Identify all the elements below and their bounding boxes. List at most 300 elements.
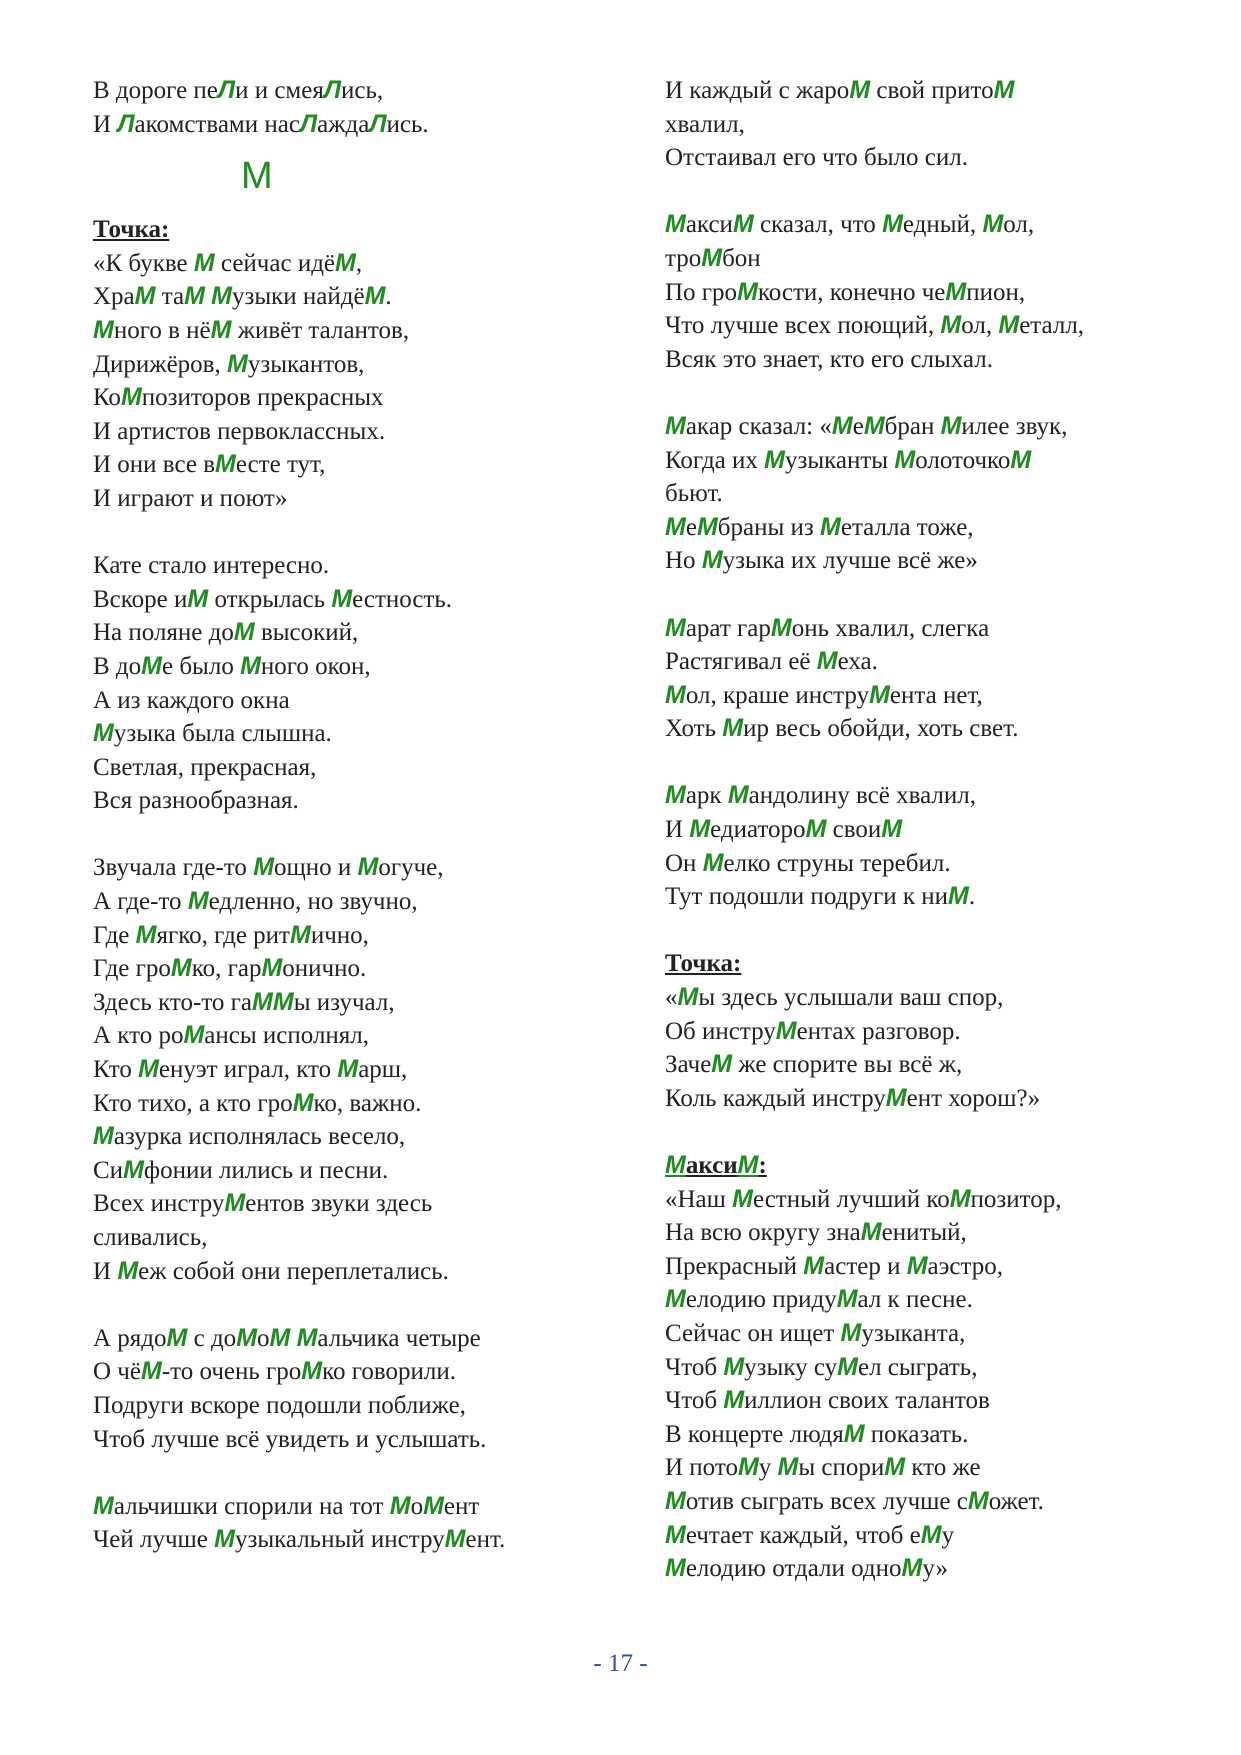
poem-line (93, 684, 593, 718)
line-text: ко говорили. (322, 1358, 456, 1386)
line-text: акси (685, 211, 733, 239)
highlighted-letter: М (389, 1491, 411, 1520)
poem-line (665, 309, 1225, 343)
stanza-gap (93, 818, 593, 852)
highlighted-letter: М (764, 445, 785, 474)
line-text: узыканта, (861, 1319, 966, 1347)
line-text: ощно и (274, 854, 358, 882)
highlighted-letter: М (775, 1016, 797, 1045)
poem-line (665, 1250, 1225, 1284)
line-text: ажда (317, 110, 370, 138)
line-text: едный, (902, 211, 983, 239)
poem-line (93, 74, 593, 108)
line-text: е (852, 412, 864, 440)
highlighted-letter: М (261, 954, 283, 983)
line-text: Чтоб (665, 1353, 724, 1381)
poem-line (93, 751, 593, 785)
poem-line (665, 1451, 1225, 1485)
highlighted-letter: М (665, 1520, 686, 1549)
poem-line (93, 919, 593, 953)
line-text: бран (884, 412, 941, 440)
poem-line (93, 549, 593, 583)
line-text: открылась (208, 585, 332, 613)
poem-line (93, 784, 593, 818)
poem-line (93, 415, 593, 449)
highlighted-letter: Л (369, 109, 387, 138)
line-text: арк (685, 782, 728, 810)
line-text: едленно, но звучно, (208, 888, 418, 916)
speaker-label (665, 947, 1225, 981)
line-text: Когда их (665, 446, 765, 474)
poem-line (93, 1423, 593, 1457)
highlighted-letter: М (665, 680, 686, 709)
poem-line (665, 981, 1225, 1015)
poem-line (665, 444, 1225, 478)
highlighted-letter: М (948, 882, 969, 911)
poem-line (665, 880, 1225, 914)
line-text: Вскоре и (93, 585, 188, 613)
highlighted-letter: М (882, 210, 903, 239)
poem-line (93, 1322, 593, 1356)
line-text: Всяк это знает, кто его слыхал. (665, 345, 993, 373)
poem-line (93, 280, 593, 314)
line-text: альчишки спорили на тот (113, 1492, 390, 1520)
highlighted-letter: М (170, 954, 192, 983)
poem-line (665, 343, 1225, 377)
poem-line (93, 616, 593, 650)
highlighted-letter: М (701, 546, 723, 575)
line-text: сказал, что (753, 211, 883, 239)
poem-line (93, 1087, 593, 1121)
poem-line (665, 1216, 1225, 1250)
highlighted-letter: М (665, 1554, 686, 1583)
highlighted-letter: М (737, 277, 758, 306)
line-text: высокий, (254, 619, 359, 647)
poem-line (93, 1355, 593, 1389)
line-text: Растягивал её (665, 648, 817, 676)
poem-line (93, 1154, 593, 1188)
highlighted-letter: М (770, 613, 792, 642)
line-text: Подруги вскоре подошли поближе, (93, 1391, 466, 1419)
line-text: В дороге пе (93, 77, 218, 104)
highlighted-letter: М (224, 1189, 246, 1218)
poem-line (665, 74, 1225, 108)
highlighted-letter: М (840, 1318, 862, 1347)
highlighted-letter: М (849, 76, 871, 104)
highlighted-letter: М (253, 853, 275, 882)
highlighted-letter: М (881, 815, 903, 844)
speaker-label (665, 1149, 1225, 1183)
line-text: Здесь кто-то га (93, 988, 253, 1016)
line-text: ично, (310, 921, 369, 949)
line-text: Где (93, 921, 136, 949)
stanza-gap (665, 578, 1225, 612)
poem-line (93, 247, 593, 281)
page-number: - 17 - (593, 1650, 648, 1677)
highlighted-letter: М (831, 411, 853, 440)
line-text: ного окон, (260, 652, 371, 680)
poem-line (665, 1082, 1225, 1116)
line-text: бон (722, 244, 761, 272)
line-text: онь хвалил, слегка (791, 614, 990, 642)
highlighted-letter: М (214, 1525, 235, 1554)
highlighted-letter: М (665, 512, 686, 541)
highlighted-letter: Л (299, 109, 318, 138)
highlighted-letter: М (723, 1386, 745, 1415)
line-text: Точка: (665, 950, 742, 978)
line-text: ы спори (798, 1454, 885, 1482)
line-text: онично. (282, 955, 367, 983)
line-text: : (758, 1152, 767, 1179)
poem-line (665, 242, 1225, 276)
highlighted-letter: М (665, 1151, 686, 1179)
highlighted-letter: М (289, 920, 311, 949)
line-text: Си (93, 1156, 124, 1184)
line-text: живёт талантов, (231, 316, 410, 344)
line-text: Заче (665, 1051, 712, 1079)
poem-line (93, 1019, 593, 1053)
poem-line (93, 717, 593, 751)
highlighted-letter: М (226, 349, 248, 378)
poem-line (665, 410, 1225, 444)
highlighted-letter: М (949, 1184, 971, 1213)
line-text: И играют и поют» (93, 484, 288, 512)
poem-line (665, 1351, 1225, 1385)
line-text: Он (665, 849, 703, 877)
line-text: ент (443, 1492, 480, 1520)
line-text: «Наш (665, 1185, 733, 1213)
poem-line (665, 813, 1225, 847)
line-text: аэстро, (927, 1252, 1003, 1280)
highlighted-letter: Л (323, 76, 342, 104)
poem-line (93, 885, 593, 919)
line-text: узыканты (784, 446, 895, 474)
line-text: у (758, 1454, 778, 1482)
line-text: елодию приду (685, 1286, 837, 1314)
highlighted-letter: М (215, 450, 236, 479)
line-text: е было (161, 652, 241, 680)
poem-line (93, 348, 593, 382)
line-text: Прекрасный (665, 1252, 804, 1280)
line-text: же спорите вы всё ж, (732, 1051, 963, 1079)
line-text: едиаторо (710, 816, 806, 844)
highlighted-letter: М (869, 680, 890, 709)
line-text: В концерте людя (665, 1420, 844, 1448)
highlighted-letter: М (93, 315, 114, 344)
line-text: о (410, 1492, 424, 1520)
line-text: . (968, 883, 976, 911)
line-text: енитый, (881, 1219, 967, 1247)
line-text: арш, (358, 1056, 408, 1084)
highlighted-letter: М (701, 243, 723, 272)
poem-line (665, 477, 1225, 511)
highlighted-letter: М (187, 584, 209, 613)
line-text: узыкантов, (247, 350, 365, 378)
highlighted-letter: М (211, 282, 232, 311)
line-text: ы здесь услышали ваш спор, (698, 984, 1004, 1012)
poem-line (665, 645, 1225, 679)
highlighted-letter: М (1010, 445, 1032, 474)
line-text: тро (665, 244, 702, 272)
line-text: кости, конечно че (757, 278, 946, 306)
line-text: азурка исполнялась весело, (113, 1123, 406, 1151)
line-text: ал к песне. (857, 1286, 973, 1314)
poem-line (665, 1418, 1225, 1452)
poem-line (665, 1384, 1225, 1418)
line-text: -то очень гро (161, 1358, 302, 1386)
line-text: «К букве (93, 249, 194, 277)
line-text: По гро (665, 278, 738, 306)
line-text: Что лучше всех поющий, (665, 312, 941, 340)
line-text: астер и (824, 1252, 907, 1280)
line-text: И пото (665, 1454, 738, 1482)
right-column (665, 74, 1225, 1586)
highlighted-letter: М (135, 920, 157, 949)
line-text: ентов звуки здесь (245, 1190, 433, 1218)
highlighted-letter: М (727, 781, 749, 810)
line-text: Коль каждый инстру (665, 1084, 886, 1112)
line-text: отив сыграть всех лучше с (685, 1487, 968, 1515)
highlighted-letter: М (677, 983, 699, 1012)
line-text: ент. (465, 1526, 506, 1554)
line-text: свой прито (870, 77, 994, 104)
highlighted-letter: М (141, 651, 162, 680)
highlighted-letter: М (138, 1055, 159, 1084)
line-text: ент хорош?» (906, 1084, 1041, 1112)
line-text: А кто ро (93, 1022, 184, 1050)
highlighted-letter: М (732, 210, 754, 239)
line-text: ол, (961, 312, 999, 340)
highlighted-letter: М (803, 1251, 825, 1280)
line-text: и и смея (235, 77, 324, 104)
highlighted-letter: М (665, 1486, 686, 1515)
poem-line (665, 847, 1225, 881)
line-text: та (155, 283, 185, 311)
line-text: у» (922, 1555, 948, 1583)
highlighted-letter: М (665, 210, 686, 239)
line-text: ентах разговор. (796, 1017, 961, 1045)
letter-heading: М (241, 155, 273, 198)
highlighted-letter: М (696, 512, 718, 541)
stanza-gap (665, 914, 1225, 948)
poem-line (665, 276, 1225, 310)
poem-line (93, 108, 593, 142)
highlighted-letter: М (860, 1218, 882, 1247)
line-text: еж собой они переплетались. (138, 1257, 449, 1285)
line-text: ко, гар (191, 955, 262, 983)
line-text: ного в нё (113, 316, 211, 344)
line-text: ожет. (988, 1487, 1044, 1515)
poem-line (93, 314, 593, 348)
highlighted-letter: М (777, 1453, 799, 1482)
highlighted-letter: ММ (252, 987, 294, 1016)
line-text: арат гар (685, 614, 771, 642)
line-text: И они все в (93, 451, 216, 479)
poem-line (93, 1389, 593, 1423)
poem-line (665, 544, 1225, 578)
line-text: андолину всё хвалил, (748, 782, 976, 810)
highlighted-letter: М (967, 1486, 989, 1515)
line-text: А из каждого окна (93, 686, 290, 714)
stanza-gap (665, 175, 1225, 209)
line-text: Хоть (665, 715, 723, 743)
highlighted-letter: М (702, 848, 724, 877)
line-text: И (665, 816, 690, 844)
line-text: Тут подошли подруги к ни (665, 883, 949, 911)
line-text: А рядо (93, 1324, 167, 1352)
highlighted-letter: М (920, 1520, 942, 1549)
highlighted-letter: М (364, 282, 386, 311)
poem-line (665, 108, 1225, 142)
line-text: есте тут, (235, 451, 326, 479)
highlighted-letter: М (292, 1088, 314, 1117)
line-text: Кто тихо, а кто гро (93, 1089, 293, 1117)
line-text: И каждый с жаро (665, 77, 850, 104)
highlighted-letter: М (296, 1323, 318, 1352)
highlighted-letter: М (722, 714, 744, 743)
highlighted-letter: М (737, 1151, 759, 1179)
highlighted-letter: М (945, 277, 967, 306)
highlighted-letter: М (998, 311, 1020, 340)
line-text: естный лучший ко (752, 1185, 950, 1213)
line-text: Чтоб лучше всё увидеть и услышать. (93, 1425, 487, 1453)
highlighted-letter: М (210, 315, 232, 344)
line-text: фонии лились и песни. (143, 1156, 389, 1184)
line-text: олоточко (915, 446, 1011, 474)
stanza-gap (93, 1456, 593, 1490)
highlighted-letter: М (820, 512, 841, 541)
highlighted-letter: М (193, 248, 215, 277)
highlighted-letter: М (805, 815, 827, 844)
poem-line (93, 1523, 593, 1557)
line-text: Но (665, 547, 702, 575)
line-text: ись. (386, 110, 429, 138)
highlighted-letter: М (982, 210, 1004, 239)
line-text: Всех инстру (93, 1190, 225, 1218)
poem-line (93, 1490, 593, 1524)
line-text: Сейчас он ищет (665, 1319, 841, 1347)
line-text: хвалил, (665, 110, 745, 138)
line-text: Ко (93, 384, 121, 412)
line-text: узыка была слышна. (113, 720, 332, 748)
highlighted-letter: М (120, 383, 142, 412)
line-text: . (385, 283, 392, 311)
stanza-gap (93, 1288, 593, 1322)
line-text: А где-то (93, 888, 188, 916)
line-text: ко, важно. (313, 1089, 422, 1117)
highlighted-letter: М (863, 411, 885, 440)
stanza-gap (665, 746, 1225, 780)
line-text: Вся разнообразная. (93, 787, 299, 815)
highlighted-letter: М (233, 618, 255, 647)
line-text: ир весь обойди, хоть свет. (743, 715, 1019, 743)
line-text: с до (187, 1324, 237, 1352)
poem-line (665, 712, 1225, 746)
highlighted-letter: М (665, 1285, 686, 1314)
highlighted-letter: М (331, 584, 353, 613)
line-text: пион, (966, 278, 1026, 306)
line-text: ента нет, (889, 681, 983, 709)
line-text: ись, (341, 77, 384, 104)
line-text: узыки найдё (231, 283, 365, 311)
poem-line (93, 1255, 593, 1289)
highlighted-letter: М (816, 647, 838, 676)
poem-line (665, 1519, 1225, 1553)
stanza-gap (665, 1115, 1225, 1149)
poem-line (93, 1120, 593, 1154)
highlighted-letter: М (357, 853, 379, 882)
line-text: сливались, (93, 1224, 208, 1251)
line-text: естность. (352, 585, 453, 613)
highlighted-letter: М (93, 1122, 114, 1151)
poem-line (665, 612, 1225, 646)
highlighted-letter: М (885, 1083, 907, 1112)
line-text: На всю округу зна (665, 1219, 861, 1247)
poem-line (665, 1048, 1225, 1082)
line-text: позитор, (970, 1185, 1062, 1213)
line-text: Хра (93, 283, 135, 311)
highlighted-letter: М (187, 887, 209, 916)
highlighted-letter: М (117, 1256, 139, 1285)
poem-line (93, 583, 593, 617)
poem-line (93, 952, 593, 986)
poem-line (665, 1485, 1225, 1519)
poem-line (93, 448, 593, 482)
line-text: « (665, 984, 678, 1012)
highlighted-letter: М (884, 1453, 906, 1482)
poem-line (665, 1015, 1225, 1049)
line-text: узыка их лучше всё же» (722, 547, 978, 575)
line-text: И (93, 1257, 118, 1285)
line-text: ансы исполнял, (204, 1022, 370, 1050)
highlighted-letter: М (723, 1352, 745, 1381)
line-text: В до (93, 652, 142, 680)
line-text: еталл, (1019, 312, 1085, 340)
line-text: елко струны теребил. (723, 849, 951, 877)
line-text: акомствами нас (134, 110, 300, 138)
line-text: ол, краше инстру (685, 681, 870, 709)
highlighted-letter: М (737, 1453, 759, 1482)
poem-line (665, 1552, 1225, 1586)
line-text: сейчас идё (214, 249, 336, 277)
poem-line (665, 141, 1225, 175)
line-text: И артистов первоклассных. (93, 417, 386, 445)
highlighted-letter: М (906, 1251, 928, 1280)
line-text: Отстаивал его что было сил. (665, 144, 968, 172)
line-text: На поляне до (93, 619, 234, 647)
line-text: браны из (717, 513, 821, 541)
highlighted-letter: М (940, 411, 962, 440)
poem-line (93, 1053, 593, 1087)
line-text: о (257, 1324, 270, 1352)
highlighted-letter: Л (217, 76, 236, 104)
line-text: елодию отдали одно (685, 1555, 902, 1583)
line-text: е (685, 513, 697, 541)
poem-line (93, 1221, 593, 1255)
poem-line (665, 1317, 1225, 1351)
highlighted-letter: М (843, 1419, 865, 1448)
highlighted-letter: М (337, 1055, 359, 1084)
poem-line (665, 679, 1225, 713)
highlighted-letter: М (269, 1323, 291, 1352)
poem-line (665, 208, 1225, 242)
line-text: Об инстру (665, 1017, 776, 1045)
highlighted-letter: М (665, 411, 686, 440)
highlighted-letter: М (93, 1491, 114, 1520)
highlighted-letter: М (335, 248, 356, 277)
line-text: ечтает каждый, чтоб е (685, 1521, 921, 1549)
highlighted-letter: Л (117, 109, 135, 138)
